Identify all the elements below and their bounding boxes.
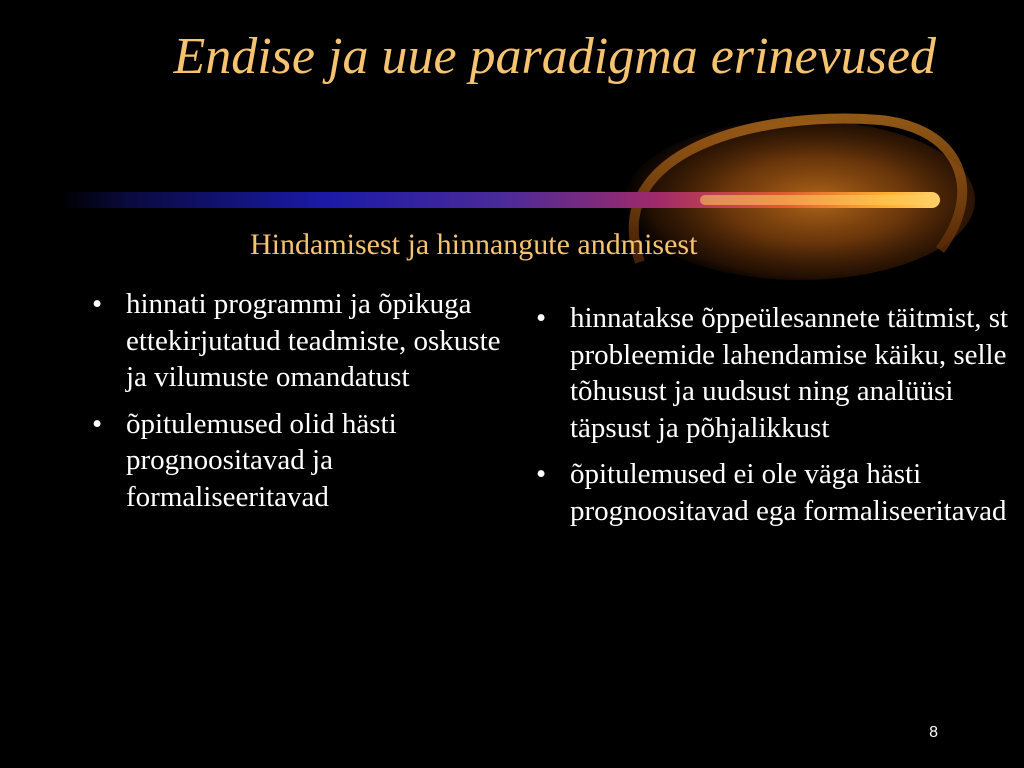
slide-title: Endise ja uue paradigma erinevused bbox=[173, 28, 936, 85]
left-bullet-item bbox=[88, 406, 508, 516]
bullet-text: hinnatakse õppeülesannete täitmist, st probleemide lahendamise käiku, selle tõhusust ja uudsust ning analüüsi täpsust ja põhjalikkust bbox=[570, 302, 1009, 444]
bullet-icon: • bbox=[92, 288, 103, 320]
left-bullet-list bbox=[88, 286, 508, 515]
left-bullet-item bbox=[88, 286, 508, 396]
right-bullet-item bbox=[532, 300, 1012, 446]
bullet-text: õpitulemused olid hästi prognoositavad ja formaliseeritavad bbox=[126, 407, 397, 513]
slide-subtitle: Hindamisest ja hinnangute andmisest bbox=[250, 228, 698, 261]
bullet-icon: • bbox=[536, 458, 547, 490]
bullet-text: hinnati programmi ja õpikuga ettekirjutatud teadmiste, oskuste ja vilumuste omandatust bbox=[126, 288, 501, 393]
page-number: 8 bbox=[929, 724, 938, 741]
bullet-icon: • bbox=[92, 407, 103, 440]
right-column bbox=[532, 300, 1012, 539]
left-column bbox=[88, 286, 508, 525]
bullet-icon: • bbox=[536, 302, 547, 334]
right-bullet-item bbox=[532, 456, 1012, 529]
right-bullet-list bbox=[532, 300, 1012, 529]
bullet-text: õpitulemused ei ole väga hästi prognoositavad ega formaliseeritavad bbox=[570, 458, 1007, 527]
